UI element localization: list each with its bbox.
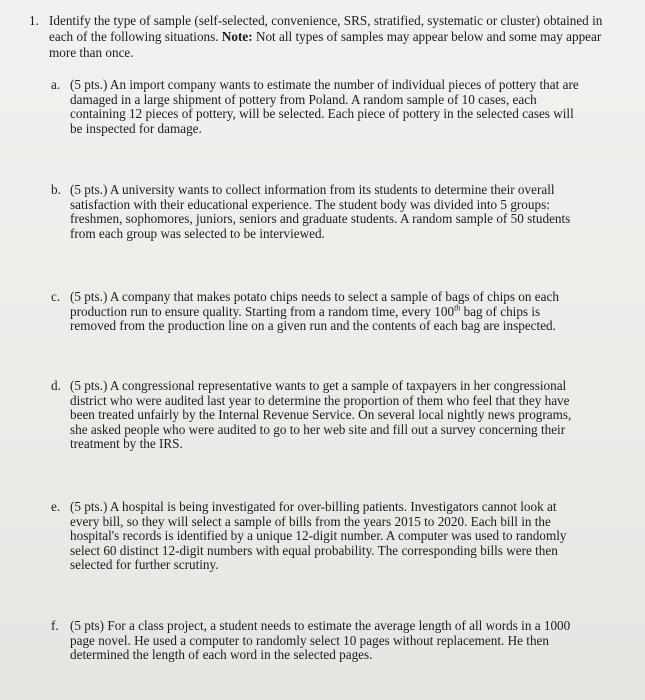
ordinal-superscript: th [454,303,461,313]
question-text-part2: Not all types of samples may appear below and some may appear more than once. [49,29,602,60]
question-prompt [49,13,609,61]
note-label: Note: [221,29,253,44]
item-text: (5 pts.) An import company wants to estimate the number of individual pieces of pottery that are damaged in a large shipment of pottery from Poland. A random sample of 10 cases, each containing 12 pieces of pottery, will be selected. Each piece of pottery in the selected cases will be inspected for damage. [70,77,579,136]
question-text-part1: Identify the type of sample (self-selected, convenience, SRS, stratified, systematic or cluster) obtained in each of the following situations. [49,13,603,44]
item-letter: f. [51,618,59,633]
item-letter: c. [51,289,61,304]
item-letter: d. [51,378,61,393]
item-text-after-superscript: bag of chips is removed from the production line on a given run and the contents of each bag are inspected. [70,303,556,334]
item-text [70,290,582,334]
item-text: (5 pts.) A university wants to collect information from its students to determine their overall satisfaction with their educational experience. The student body was divided into 5 groups: freshmen, sophomores, juniors, seniors and graduate students. A random sample of 50 students from each group was selected to be interviewed. [70,182,571,241]
item-letter: a. [51,77,61,92]
question-number: 1. [29,13,39,28]
item-letter: b. [51,182,61,197]
item-text: (5 pts.) A hospital is being investigated for over-billing patients. Investigators cannot look at every bill, so they will select a sample of bills from the years 2015 to 2020. Each bill in the hospital's records is identified by a unique 12-digit number. A computer was used to randomly select 60 distinct 12-digit numbers with equal probability. The corresponding bills were then selected for further scrutiny. [70,499,567,573]
item-text-before-superscript: (5 pts.) A company that makes potato chips needs to select a sample of bags of chips on each production run to ensure quality. Starting from a random time, every 100 [70,289,559,319]
item-text: (5 pts.) A congressional representative wants to get a sample of taxpayers in her congressional district who were audited last year to determine the proportion of them who feel that they have been treated unfairly by the Internal Revenue Service. On several local nightly news programs, she asked people who were audited to go to her web site and fill out a survey concerning their treatment by the IRS. [70,378,572,452]
item-letter: e. [51,499,61,514]
item-text: (5 pts) For a class project, a student needs to estimate the average length of all words in a 1000 page novel. He used a computer to randomly select 10 pages without replacement. He then determined the length of each word in the selected pages. [70,618,571,663]
